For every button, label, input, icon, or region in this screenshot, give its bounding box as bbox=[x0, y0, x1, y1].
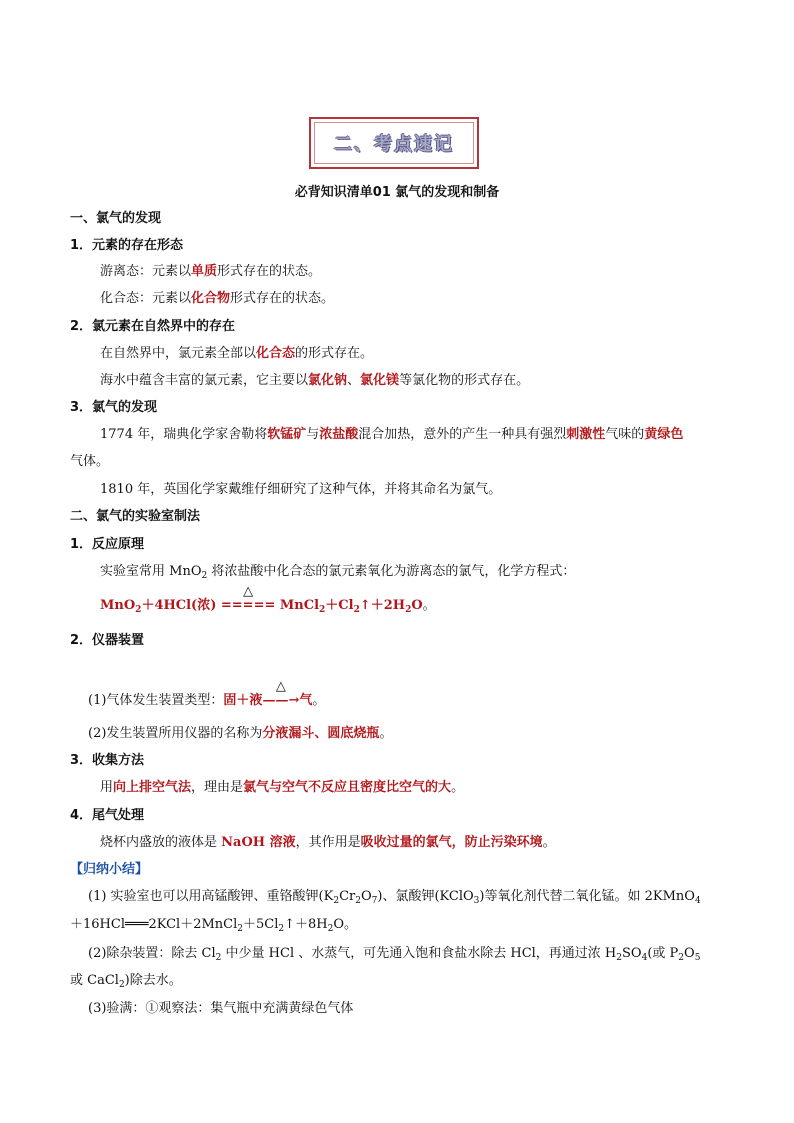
text: 形式存在的状态。 bbox=[230, 291, 335, 306]
text: 气味的 bbox=[605, 427, 645, 442]
highlight-text: 软锰矿 bbox=[267, 427, 307, 442]
text: Cr bbox=[339, 889, 356, 904]
subsection-2-4-heading: 4．尾气处理 bbox=[70, 808, 145, 823]
text: 1774 年，瑞典化学家舍勒将 bbox=[100, 427, 268, 442]
text: (或 P bbox=[647, 946, 679, 961]
banner-title: 二、考点速记 bbox=[334, 134, 454, 155]
subscript: 7 bbox=[371, 896, 378, 906]
paragraph-1774-cont: 气体。 bbox=[70, 454, 110, 469]
subsection-2-3-heading: 3．收集方法 bbox=[70, 753, 145, 768]
paragraph-combined-state bbox=[100, 290, 334, 308]
section-2-heading: 二、氯气的实验室制法 bbox=[70, 509, 201, 524]
text: O bbox=[360, 889, 372, 904]
summary-paragraph-1-cont bbox=[70, 916, 357, 934]
subsection-2-2-heading: 2．仪器装置 bbox=[70, 633, 145, 648]
text: 实验室常用 MnO bbox=[100, 564, 202, 579]
reaction-arrow bbox=[262, 679, 300, 710]
text: 形式存在的状态。 bbox=[217, 264, 322, 279]
text: ↑＋8H bbox=[284, 917, 328, 932]
highlight-text: 氯气与空气不反应且密度比空气的大 bbox=[243, 780, 452, 795]
heat-symbol: △ bbox=[243, 584, 254, 599]
highlight-text: 氯化钠 bbox=[308, 373, 348, 388]
subscript: 2 bbox=[215, 953, 222, 963]
paragraph-apparatus-type bbox=[88, 679, 326, 710]
summary-paragraph-2-cont bbox=[70, 972, 182, 990]
section-banner bbox=[309, 117, 479, 169]
highlight-text: 气 bbox=[299, 693, 313, 708]
subscript: 3 bbox=[473, 896, 480, 906]
subsection-1-3-heading: 3．氯气的发现 bbox=[70, 400, 158, 415]
text: 或 CaCl bbox=[70, 973, 119, 988]
highlight-text: 分液漏斗、圆底烧瓶 bbox=[262, 726, 380, 741]
subscript: 2 bbox=[278, 924, 285, 934]
subscript: 2 bbox=[678, 953, 685, 963]
text: 。 bbox=[451, 780, 465, 795]
text: (2)除杂装置：除去 Cl bbox=[88, 946, 216, 961]
subscript: 2 bbox=[333, 896, 340, 906]
formula-text: ＋Cl bbox=[325, 598, 354, 613]
text: O。 bbox=[333, 917, 358, 932]
subscript: 5 bbox=[694, 953, 701, 963]
text: O bbox=[684, 946, 695, 961]
text: 用 bbox=[100, 780, 114, 795]
formula-text: ↑＋2H bbox=[359, 598, 406, 613]
highlight-text: 黄绿色 bbox=[644, 427, 684, 442]
equals-arrow: ===== bbox=[220, 598, 276, 613]
highlight-text: 化合态 bbox=[256, 346, 296, 361]
formula-text: MnCl bbox=[275, 598, 320, 613]
text: 化合态：元素以 bbox=[100, 291, 192, 306]
section-1-heading: 一、氯气的发现 bbox=[70, 211, 162, 226]
summary-paragraph-2 bbox=[88, 945, 700, 963]
text: ＋16HCl═══2KCl＋2MnCl bbox=[70, 917, 238, 932]
text: 游离态：元素以 bbox=[100, 264, 192, 279]
highlight-text: 单质 bbox=[191, 264, 218, 279]
subscript: 2 bbox=[201, 571, 208, 581]
subscript: 2 bbox=[405, 605, 412, 615]
highlight-text: 固＋液 bbox=[223, 693, 263, 708]
paragraph-tail-gas bbox=[100, 834, 556, 852]
document-title: 必背知识清单01 氯气的发现和制备 bbox=[294, 185, 500, 200]
banner-inner-frame bbox=[314, 122, 474, 164]
highlight-text: 吸收过量的氯气，防止污染环境 bbox=[360, 835, 543, 850]
subscript: 2 bbox=[319, 605, 326, 615]
subscript: 2 bbox=[353, 605, 360, 615]
highlight-text: NaOH 溶液 bbox=[221, 835, 296, 850]
paragraph-free-state bbox=[100, 263, 321, 281]
arrow: ——→ bbox=[262, 693, 300, 708]
text: )、氯酸钾(KClO bbox=[377, 889, 474, 904]
subscript: 2 bbox=[327, 924, 334, 934]
formula-text: O bbox=[411, 598, 423, 613]
text: 混合加热，意外的产生一种具有强烈 bbox=[358, 427, 567, 442]
paragraph-nature-existence bbox=[100, 345, 373, 363]
text: (2)发生装置所用仪器的名称为 bbox=[88, 726, 263, 741]
highlight-text: 化合物 bbox=[191, 291, 231, 306]
formula-text: ＋4HCl(浓) bbox=[141, 598, 221, 613]
highlight-text: 氯化镁 bbox=[360, 373, 400, 388]
text: ，其作用是 bbox=[295, 835, 361, 850]
paragraph-1810: 1810 年，英国化学家戴维仔细研究了这种气体，并将其命名为氯气。 bbox=[100, 482, 502, 497]
subsection-1-2-heading: 2．氯元素在自然界中的存在 bbox=[70, 319, 236, 334]
text: 等氯化物的形式存在。 bbox=[399, 373, 530, 388]
subscript: 4 bbox=[641, 953, 648, 963]
text: (1)气体发生装置类型： bbox=[88, 693, 224, 708]
paragraph-apparatus-names bbox=[88, 725, 392, 743]
text: 烧杯内盛放的液体是 bbox=[100, 835, 222, 850]
text: 在自然界中，氯元素全部以 bbox=[100, 346, 257, 361]
paragraph-seawater bbox=[100, 372, 529, 390]
text: ＋5Cl bbox=[243, 917, 279, 932]
text: 。 bbox=[542, 835, 556, 850]
summary-paragraph-1 bbox=[88, 888, 701, 906]
paragraph-collection bbox=[100, 779, 464, 797]
highlight-text: 刺激性 bbox=[566, 427, 606, 442]
text: 与 bbox=[306, 427, 320, 442]
text: 。 bbox=[422, 598, 436, 613]
summary-paragraph-3: (3)验满：①观察法：集气瓶中充满黄绿色气体 bbox=[88, 1001, 354, 1016]
paragraph-1774 bbox=[100, 426, 683, 444]
text: )除去水。 bbox=[124, 973, 182, 988]
subscript: 2 bbox=[616, 953, 623, 963]
subsection-2-1-heading: 1．反应原理 bbox=[70, 537, 145, 552]
paragraph-reaction-principle bbox=[100, 563, 575, 581]
text: ，理由是 bbox=[191, 780, 244, 795]
subscript: 2 bbox=[355, 896, 361, 906]
formula-text: MnO bbox=[100, 598, 136, 613]
subscript: 2 bbox=[237, 924, 243, 934]
subscript: 4 bbox=[694, 896, 701, 906]
text: (1) 实验室也可以用高锰酸钾、重铬酸钾(K bbox=[88, 889, 334, 904]
subscript: 2 bbox=[118, 980, 125, 990]
text: 。 bbox=[379, 726, 393, 741]
summary-heading: 【归纳小结】 bbox=[70, 862, 149, 877]
heat-symbol: △ bbox=[275, 679, 286, 694]
text: 海水中蕴含丰富的氯元素，它主要以 bbox=[100, 373, 309, 388]
text: SO bbox=[622, 946, 642, 961]
text: 、 bbox=[347, 373, 361, 388]
text: 的形式存在。 bbox=[295, 346, 374, 361]
highlight-text: 向上排空气法 bbox=[113, 780, 192, 795]
reaction-arrow bbox=[220, 584, 276, 615]
text: 将浓盐酸中化合态的氯元素氧化为游离态的氯气，化学方程式： bbox=[207, 564, 576, 579]
subscript: 2 bbox=[135, 605, 142, 615]
text: )等氧化剂代替二氧化锰。如 2KMnO bbox=[479, 889, 695, 904]
highlight-text: 浓盐酸 bbox=[319, 427, 359, 442]
text: 中少量 HCl 、水蒸气，可先通入饱和食盐水除去 HCl，再通过浓 H bbox=[221, 946, 617, 961]
subsection-1-1-heading: 1．元素的存在形态 bbox=[70, 238, 184, 253]
chemical-equation bbox=[100, 584, 436, 615]
text: 。 bbox=[312, 693, 326, 708]
